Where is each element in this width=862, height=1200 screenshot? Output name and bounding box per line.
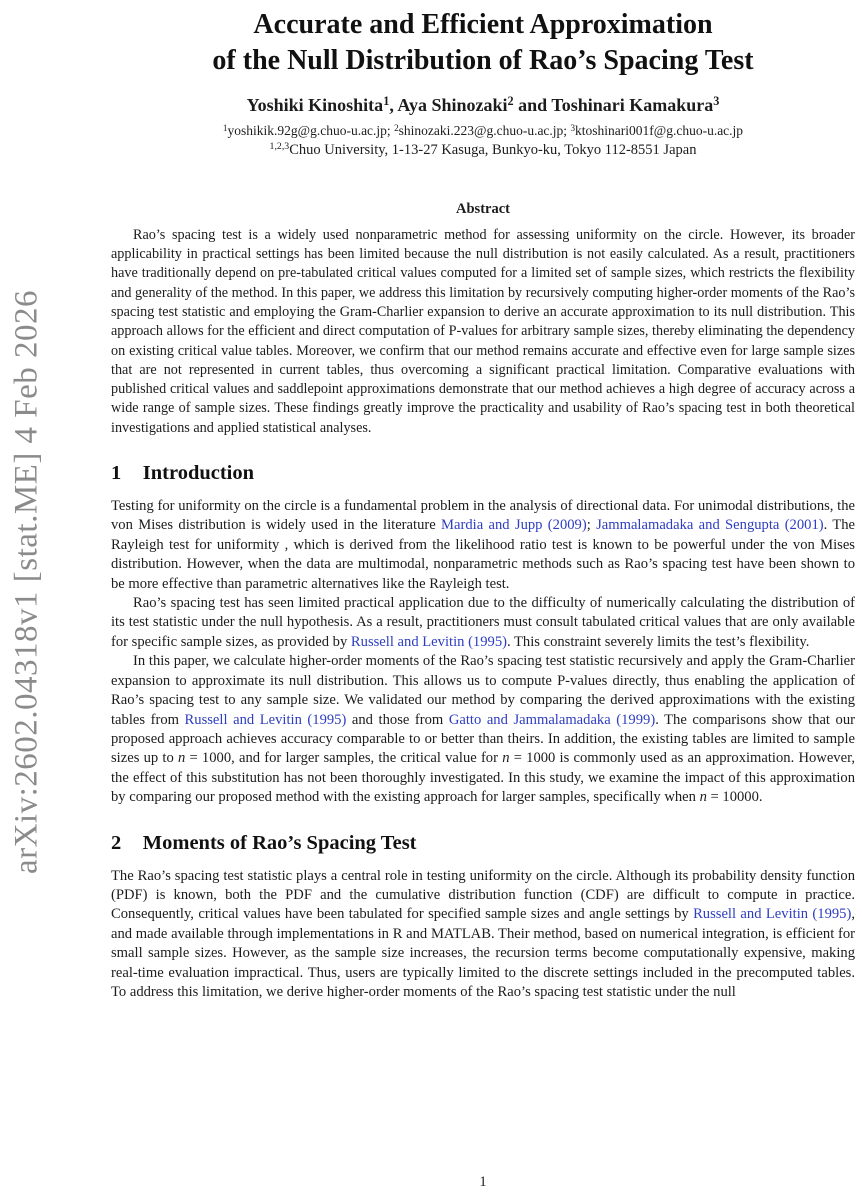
math-variable: n [699,789,707,806]
author-email: ktoshinari001f@g.chuo-u.ac.jp [575,122,744,138]
section-number: 2 [111,831,122,854]
author-email: yoshikik.92g@g.chuo-u.ac.jp; [227,122,395,138]
citation-link[interactable]: Russell and Levitin (1995) [184,711,347,728]
math-variable: n [502,750,510,767]
affiliation-line [111,142,855,159]
citation-link[interactable]: Russell and Levitin (1995) [693,906,852,923]
section-2-heading [111,832,855,855]
affiliation-sup: 1,2,3 [269,141,290,153]
author-affiliation-sup: 2 [507,94,514,109]
title-line-2: of the Null Distribution of Rao’s Spacing Test [212,45,754,77]
authors-line: Yoshiki Kinoshita$^1$, Aya Shinozaki$^2$ and Toshinari Kamakura$^3$ [246,94,720,115]
abstract-text: Rao’s spacing test is a widely used nonparametric method for assessing uniformity on the circle. However, its broader applicability in practical settings has been limited because the null distribution is not easily calculated. As a result, practitioners have traditionally depend on pre-tabulated critical values computed for a limited set of sample sizes, which restricts the flexibility and generality of the method. In this paper, we address this limitation by recursively computing higher-order moments of the Rao’s spacing test statistic and employing the Gram-Charlier expansion to derive an accurate approximation to its null distribution. This approach allows for the efficient and direct computation of P-values for arbitrary sample sizes, thereby eliminating the dependency on existing critical value tables. Moreover, we confirm that our method remains accurate and effective even for large sample sizes that are not represented in current tables, thus overcoming a significant practical limitation. Comparative evaluations with published critical values and saddlepoint approximations demonstrate that our method achieves a high degree of accuracy across a wide range of sample sizes. These findings greatly improve the practicality and usability of Rao’s spacing test in both theoretical investigations and applied statistical analyses. [111,226,855,436]
author-name: Yoshiki Kinoshita [246,94,384,115]
citation-link[interactable]: Mardia and Jupp (2009) [441,517,587,534]
page-number: 1 [479,1174,487,1190]
math-variable: n [177,750,186,767]
abstract-heading: Abstract [456,200,510,217]
paragraph: The Rao’s spacing test statistic plays a central role in testing uniformity on the circle. Although its probability density function (PDF) is known, both the PDF and the cumulative distribution function (CDF) are difficult to compute in practice. Consequently, critical values have been tabulated for specified sample sizes and angle settings by Russell and Levitin (1995), and made available through implementations in R and MATLAB. Their method, based on numerical integration, is efficient for small sample sizes. However, as the sample size increases, the recursion terms become computationally expensive, making real-time evaluation impractical. Thus, users are typically limited to the discrete settings included in the precomputed tables. To address this limitation, we derive higher-order moments of the Rao’s spacing test statistic under the null [111,867,855,1000]
email-sup: 2 [394,122,399,133]
paper-content [111,0,855,1200]
section-number: 1 [111,462,122,485]
email-sup: 3 [570,122,576,133]
author-email: shinozaki.223@g.chuo-u.ac.jp; [398,122,571,138]
title-line-1: Accurate and Efficient Approximation [253,9,713,40]
paragraph: In this paper, we calculate higher-order moments of the Rao’s spacing test statistic recursively and apply the Gram-Charlier expansion to approximate its null distribution. This allows us to compute P-values directly, thus enabling the application of Rao’s spacing test to any sample size. We validated our method by comparing the derived approximations with the existing tables from Russell and Levitin (1995) and those from Gatto and Jammalamadaka (1999). The comparisons show that our proposed approach achieves accuracy comparable to or better than theirs. In addition, the existing tables are limited to sample sizes up to n = 1000, and for larger samples, the critical value for n = 1000 is commonly used as an approximation. However, the effect of this substitution has not been thoroughly investigated. In this study, we examine the impact of this approximation by comparing our proposed method with the existing approach for larger samples, specifically when n = 10000. [111,653,855,806]
paragraph: Rao’s spacing test has seen limited practical application due to the difficulty of numerically calculating the distribution of its test statistic under the null hypothesis. As a result, practitioners must consult tabulated critical values that are only available for specific sample sizes, as provided by Russell and Levitin (1995). This constraint severely limits the test’s flexibility. [111,595,855,650]
citation-link[interactable]: Gatto and Jammalamadaka (1999) [448,711,656,728]
email-sup: 1 [222,122,228,133]
section-title: Introduction [142,462,255,485]
section-title: Moments of Rao’s Spacing Test [142,831,417,854]
section-1-heading [111,462,855,485]
author-affiliation-sup: 1 [383,94,390,109]
author-name: Aya Shinozaki [397,94,508,115]
emails-line [111,123,855,139]
abstract-section [111,201,855,438]
author-affiliation-sup: 3 [713,94,720,109]
author-name: Toshinari Kamakura [551,94,714,115]
affiliation-text: Chuo University, 1-13-27 Kasuga, Bunkyo-ku, Tokyo 112-8551 Japan [289,141,697,158]
citation-link[interactable]: Jammalamadaka and Sengupta (2001) [596,517,824,534]
paper-title [111,7,855,80]
citation-link[interactable]: Russell and Levitin (1995) [350,633,507,650]
paper-body [111,462,855,1002]
paragraph: Testing for uniformity on the circle is a fundamental problem in the analysis of directional data. For unimodal distributions, the von Mises distribution is widely used in the literature Mardia and Jupp (2009); Jammalamadaka and Sengupta (2001). The Rayleigh test for uniformity , which is derived from the likelihood ratio test is known to be powerful under the von Mises distribution. However, when the data are multimodal, nonparametric methods such as Rao’s spacing test have been shown to be more effective than parametric alternatives like the Rayleigh test. [111,498,856,592]
arxiv-watermark: arXiv:2602.04318v1 [stat.ME] 4 Feb 2026 [8,289,45,875]
